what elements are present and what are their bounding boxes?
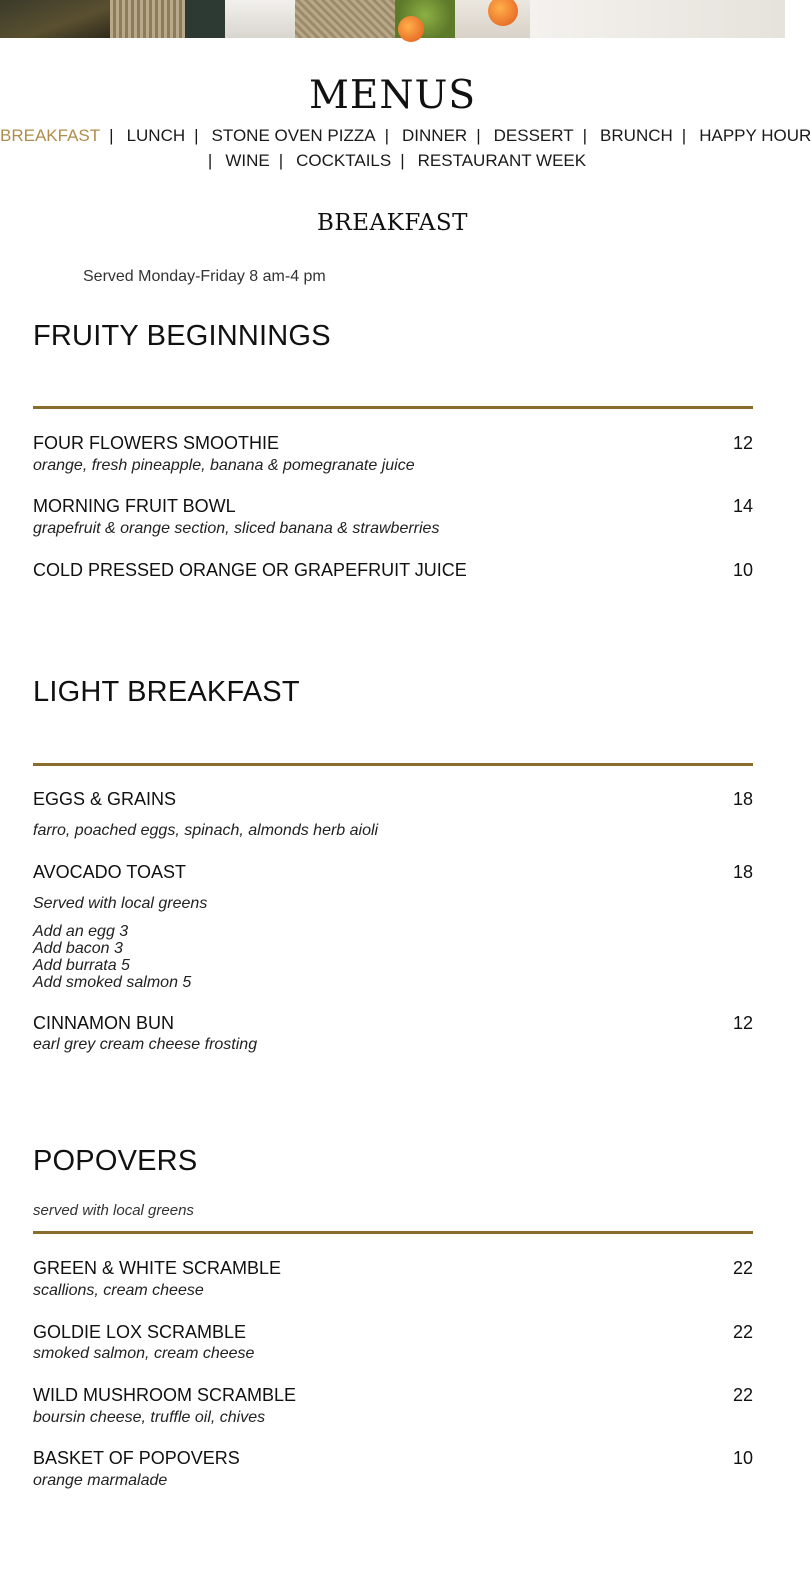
menu-item-name: CINNAMON BUN bbox=[33, 1013, 175, 1033]
menu-item-price: 14 bbox=[732, 496, 753, 516]
menu-item-description: smoked salmon, cream cheese bbox=[33, 1345, 255, 1362]
menu-item-description: orange marmalade bbox=[33, 1472, 168, 1489]
menu-item-name: FOUR FLOWERS SMOOTHIE bbox=[33, 433, 280, 453]
hero-image-menu-board bbox=[185, 0, 225, 38]
nav-separator: | bbox=[278, 151, 284, 170]
menu-item-price: 22 bbox=[732, 1322, 753, 1342]
menu-item-price: 22 bbox=[732, 1258, 753, 1278]
menu-item-name: GOLDIE LOX SCRAMBLE bbox=[33, 1322, 247, 1342]
nav-separator: | bbox=[384, 126, 390, 145]
menu-item-description: earl grey cream cheese frosting bbox=[33, 1036, 258, 1053]
addon-line: Add smoked salmon 5 bbox=[33, 974, 192, 991]
hero-image-menu-card bbox=[530, 0, 785, 38]
hero-image bbox=[0, 0, 785, 38]
nav-item-stone-oven-pizza[interactable]: STONE OVEN PIZZA bbox=[211, 126, 376, 145]
section-title-fruity-beginnings: FRUITY BEGINNINGS bbox=[33, 320, 331, 352]
hero-image-placemat bbox=[295, 0, 395, 38]
nav-item-brunch[interactable]: BRUNCH bbox=[600, 126, 673, 145]
menu-item-price: 22 bbox=[732, 1385, 753, 1405]
nav-item-wine[interactable]: WINE bbox=[225, 151, 270, 170]
nav-item-lunch[interactable]: LUNCH bbox=[126, 126, 186, 145]
nav-item-cocktails[interactable]: COCKTAILS bbox=[296, 151, 392, 170]
menu-nav-row bbox=[0, 148, 785, 173]
addon-line: Add burrata 5 bbox=[33, 957, 130, 974]
menu-item-addons bbox=[33, 923, 191, 991]
nav-item-dinner[interactable]: DINNER bbox=[402, 126, 468, 145]
nav-separator: | bbox=[194, 126, 199, 145]
menu-item-price: 12 bbox=[732, 433, 753, 453]
nav-separator: | bbox=[582, 126, 588, 145]
addon-line: Add bacon 3 bbox=[33, 940, 123, 957]
nav-item-restaurant-week[interactable]: RESTAURANT WEEK bbox=[417, 151, 587, 170]
section-divider bbox=[33, 406, 753, 409]
menu-item-price: 18 bbox=[732, 789, 753, 809]
hero-image-orange bbox=[398, 16, 424, 42]
menu-item-name: GREEN & WHITE SCRAMBLE bbox=[33, 1258, 282, 1278]
section-divider bbox=[33, 1231, 753, 1234]
menu-item-name: EGGS & GRAINS bbox=[33, 789, 177, 809]
section-title-popovers: POPOVERS bbox=[33, 1145, 198, 1177]
menu-item-price: 10 bbox=[732, 1448, 753, 1468]
menu-item-name: AVOCADO TOAST bbox=[33, 862, 187, 882]
menu-heading: BREAKFAST bbox=[317, 210, 468, 236]
menu-item-description: grapefruit & orange section, sliced banana & strawberries bbox=[33, 520, 440, 537]
served-hours: Served Monday-Friday 8 am-4 pm bbox=[83, 268, 326, 285]
menu-item-name: BASKET OF POPOVERS bbox=[33, 1448, 240, 1468]
section-divider bbox=[33, 763, 753, 766]
hero-image-foliage bbox=[0, 0, 110, 38]
menu-item-description: scallions, cream cheese bbox=[33, 1282, 204, 1299]
menu-item-price: 10 bbox=[732, 560, 753, 580]
nav-separator: | bbox=[681, 126, 687, 145]
menu-nav-row bbox=[0, 123, 811, 148]
hero-image-napkin bbox=[225, 0, 295, 38]
menu-nav bbox=[0, 123, 811, 173]
nav-separator: | bbox=[400, 151, 405, 170]
menu-item-description: boursin cheese, truffle oil, chives bbox=[33, 1409, 266, 1426]
nav-separator: | bbox=[207, 151, 213, 170]
menu-item-price: 18 bbox=[732, 862, 753, 882]
menu-item-name: WILD MUSHROOM SCRAMBLE bbox=[33, 1385, 297, 1405]
hero-image-placemat bbox=[110, 0, 185, 38]
nav-item-happy-hour[interactable]: HAPPY HOUR bbox=[699, 126, 811, 145]
menu-item-price: 12 bbox=[732, 1013, 753, 1033]
nav-separator: | bbox=[476, 126, 481, 145]
nav-item-dessert[interactable]: DESSERT bbox=[493, 126, 574, 145]
menu-item-name: COLD PRESSED ORANGE OR GRAPEFRUIT JUICE bbox=[33, 560, 467, 580]
section-title-light-breakfast: LIGHT BREAKFAST bbox=[33, 676, 300, 708]
nav-item-breakfast[interactable]: BREAKFAST bbox=[0, 126, 101, 145]
menu-item-description: farro, poached eggs, spinach, almonds herb aioli bbox=[33, 822, 379, 839]
menu-item-description: orange, fresh pineapple, banana & pomegranate juice bbox=[33, 457, 415, 474]
section-note: served with local greens bbox=[33, 1202, 194, 1219]
addon-line: Add an egg 3 bbox=[33, 923, 129, 940]
nav-separator: | bbox=[109, 126, 114, 145]
page-title: MENUS bbox=[308, 73, 477, 118]
menu-item-description: Served with local greens bbox=[33, 895, 208, 912]
menu-item-name: MORNING FRUIT BOWL bbox=[33, 496, 236, 516]
